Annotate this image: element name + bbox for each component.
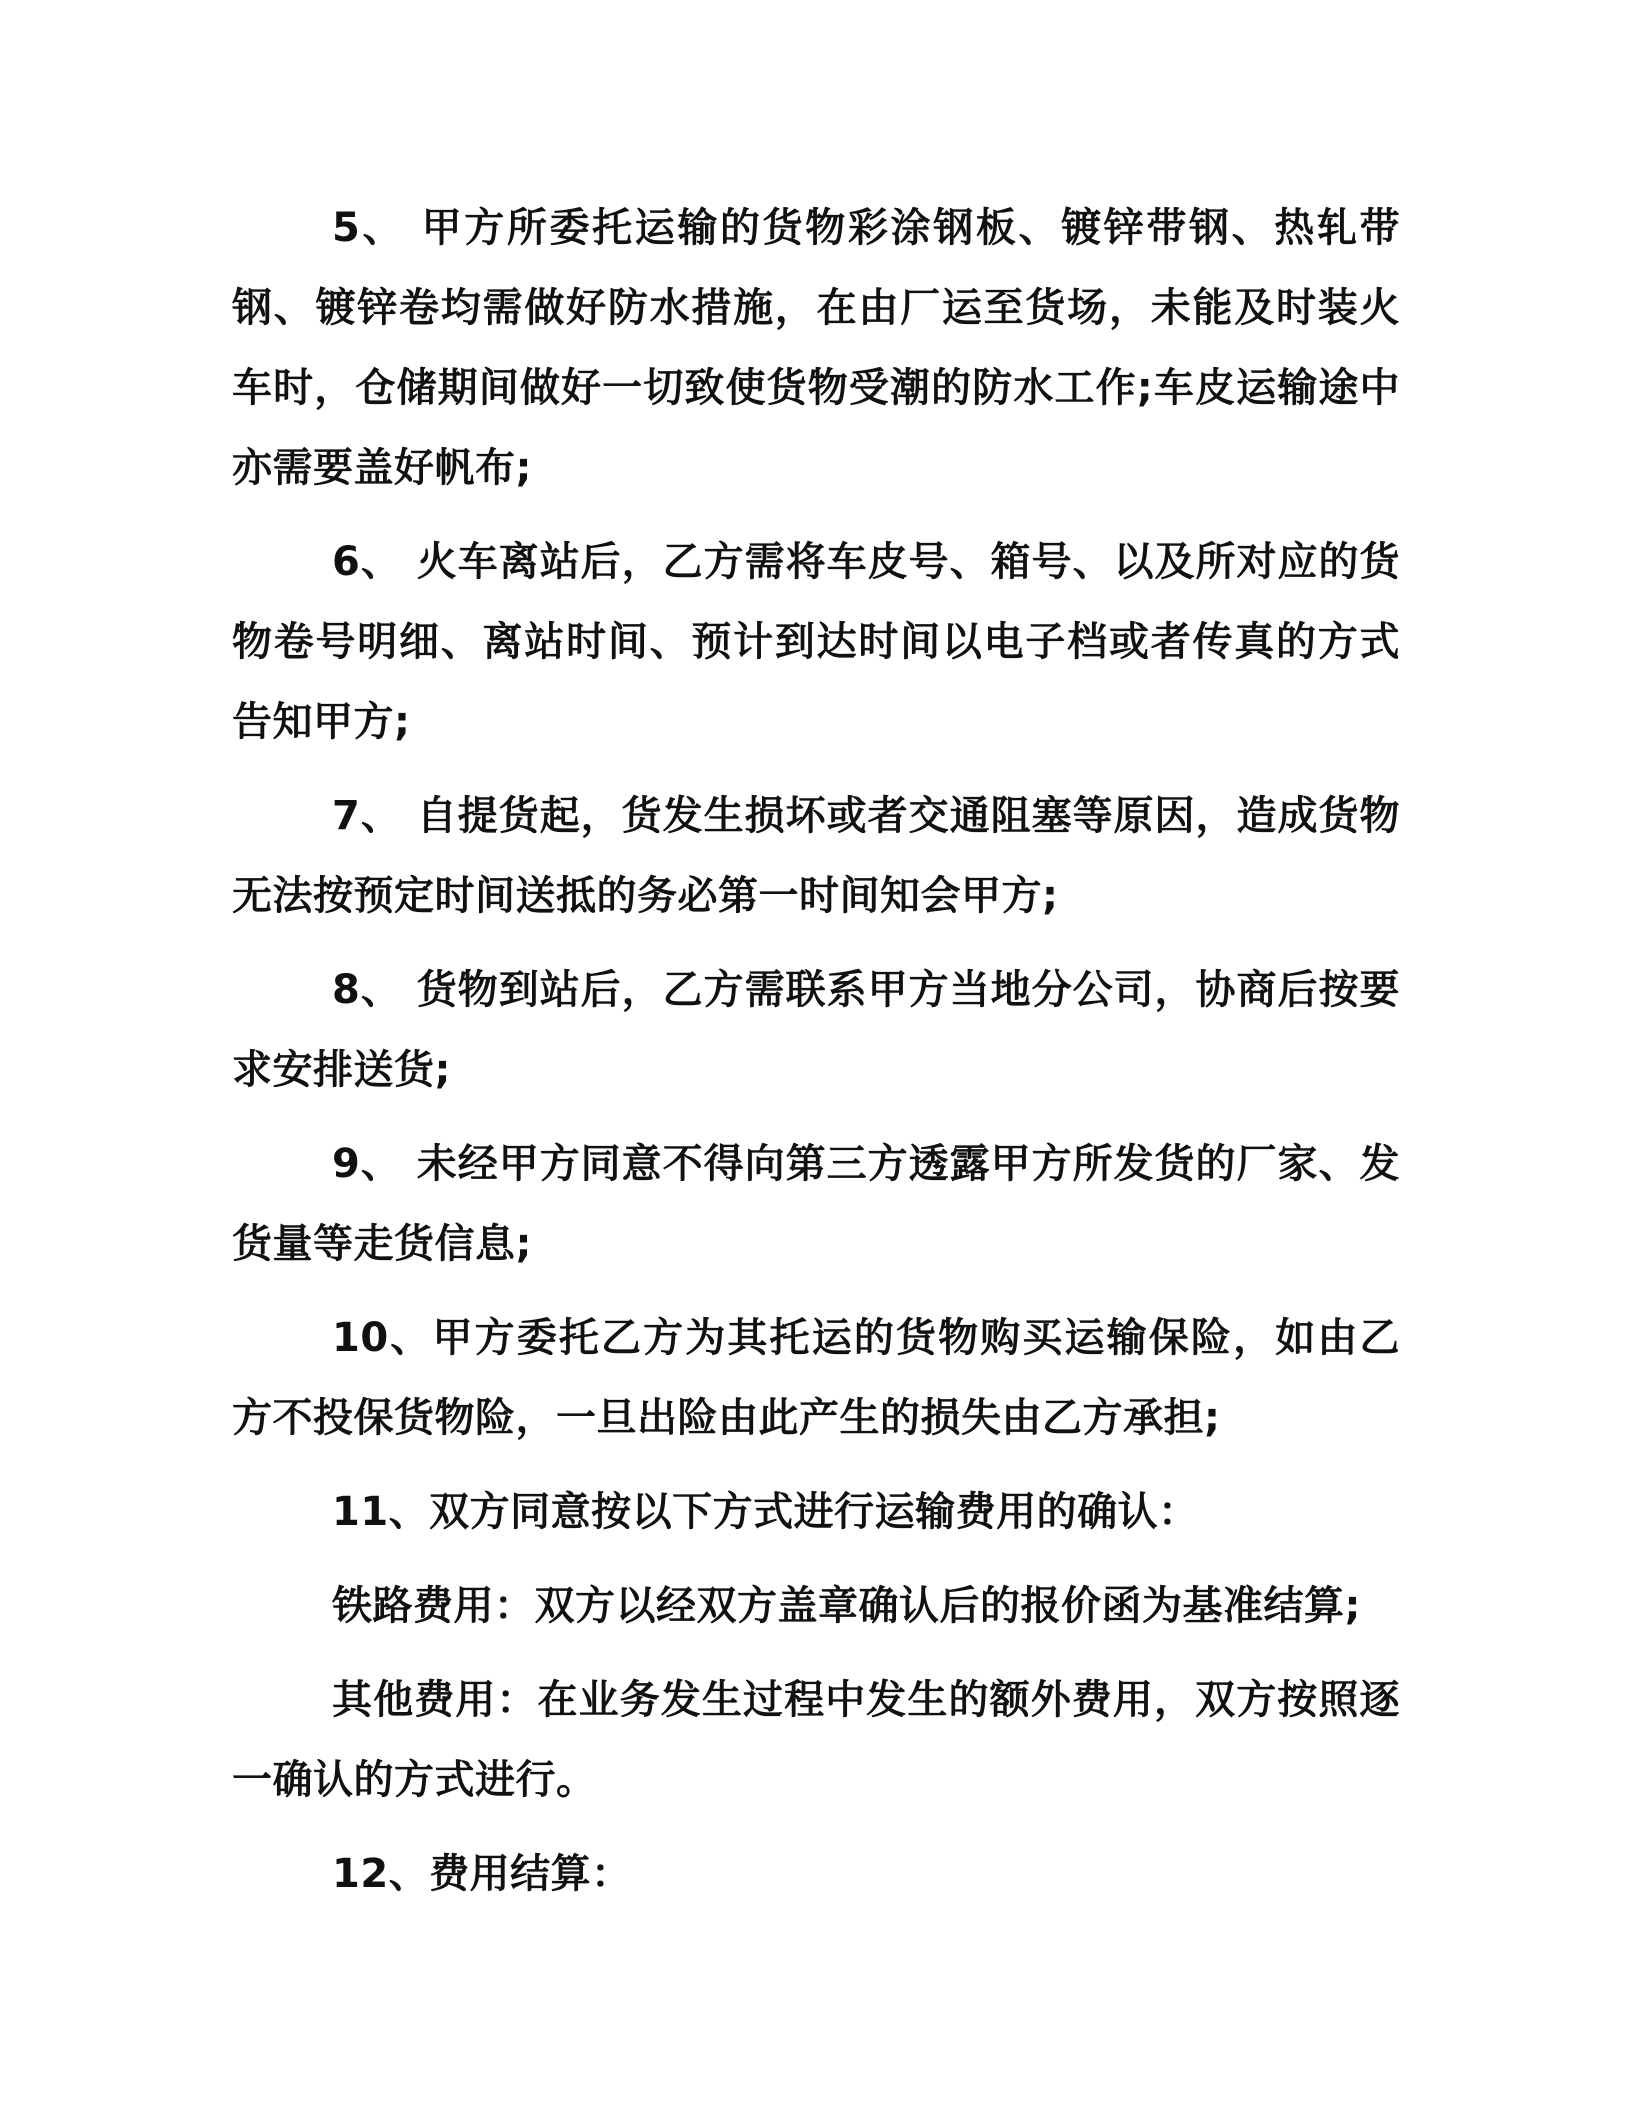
clause-5: 5、 甲方所委托运输的货物彩涂钢板、镀锌带钢、热轧带钢、镀锌卷均需做好防水措施，在由厂运至货场，未能及时装火车时，仓储期间做好一切致使货物受潮的防水工作;车皮运输途中亦需要盖好帆布; (232, 205, 1400, 491)
clause-10: 10、甲方委托乙方为其托运的货物购买运输保险，如由乙方不投保货物险，一旦出险由此产生的损失由乙方承担; (232, 1315, 1400, 1441)
clause-9: 9、 未经甲方同意不得向第三方透露甲方所发货的厂家、发货量等走货信息; (232, 1141, 1400, 1267)
clause-8: 8、 货物到站后，乙方需联系甲方当地分公司，协商后按要求安排送货; (232, 967, 1400, 1093)
clause-11-other-fee: 其他费用：在业务发生过程中发生的额外费用，双方按照逐一确认的方式进行。 (232, 1677, 1400, 1803)
clause-12: 12、费用结算： (332, 1851, 632, 1897)
clause-6: 6、 火车离站后，乙方需将车皮号、箱号、以及所对应的货物卷号明细、离站时间、预计到达时间以电子档或者传真的方式告知甲方; (232, 539, 1400, 745)
clause-7: 7、 自提货起，货发生损坏或者交通阻塞等原因，造成货物无法按预定时间送抵的务必第一时间知会甲方; (232, 793, 1400, 919)
clause-11: 11、双方同意按以下方式进行运输费用的确认： (332, 1489, 1199, 1535)
clause-11-railway-fee: 铁路费用：双方以经双方盖章确认后的报价函为基准结算; (332, 1583, 1361, 1629)
